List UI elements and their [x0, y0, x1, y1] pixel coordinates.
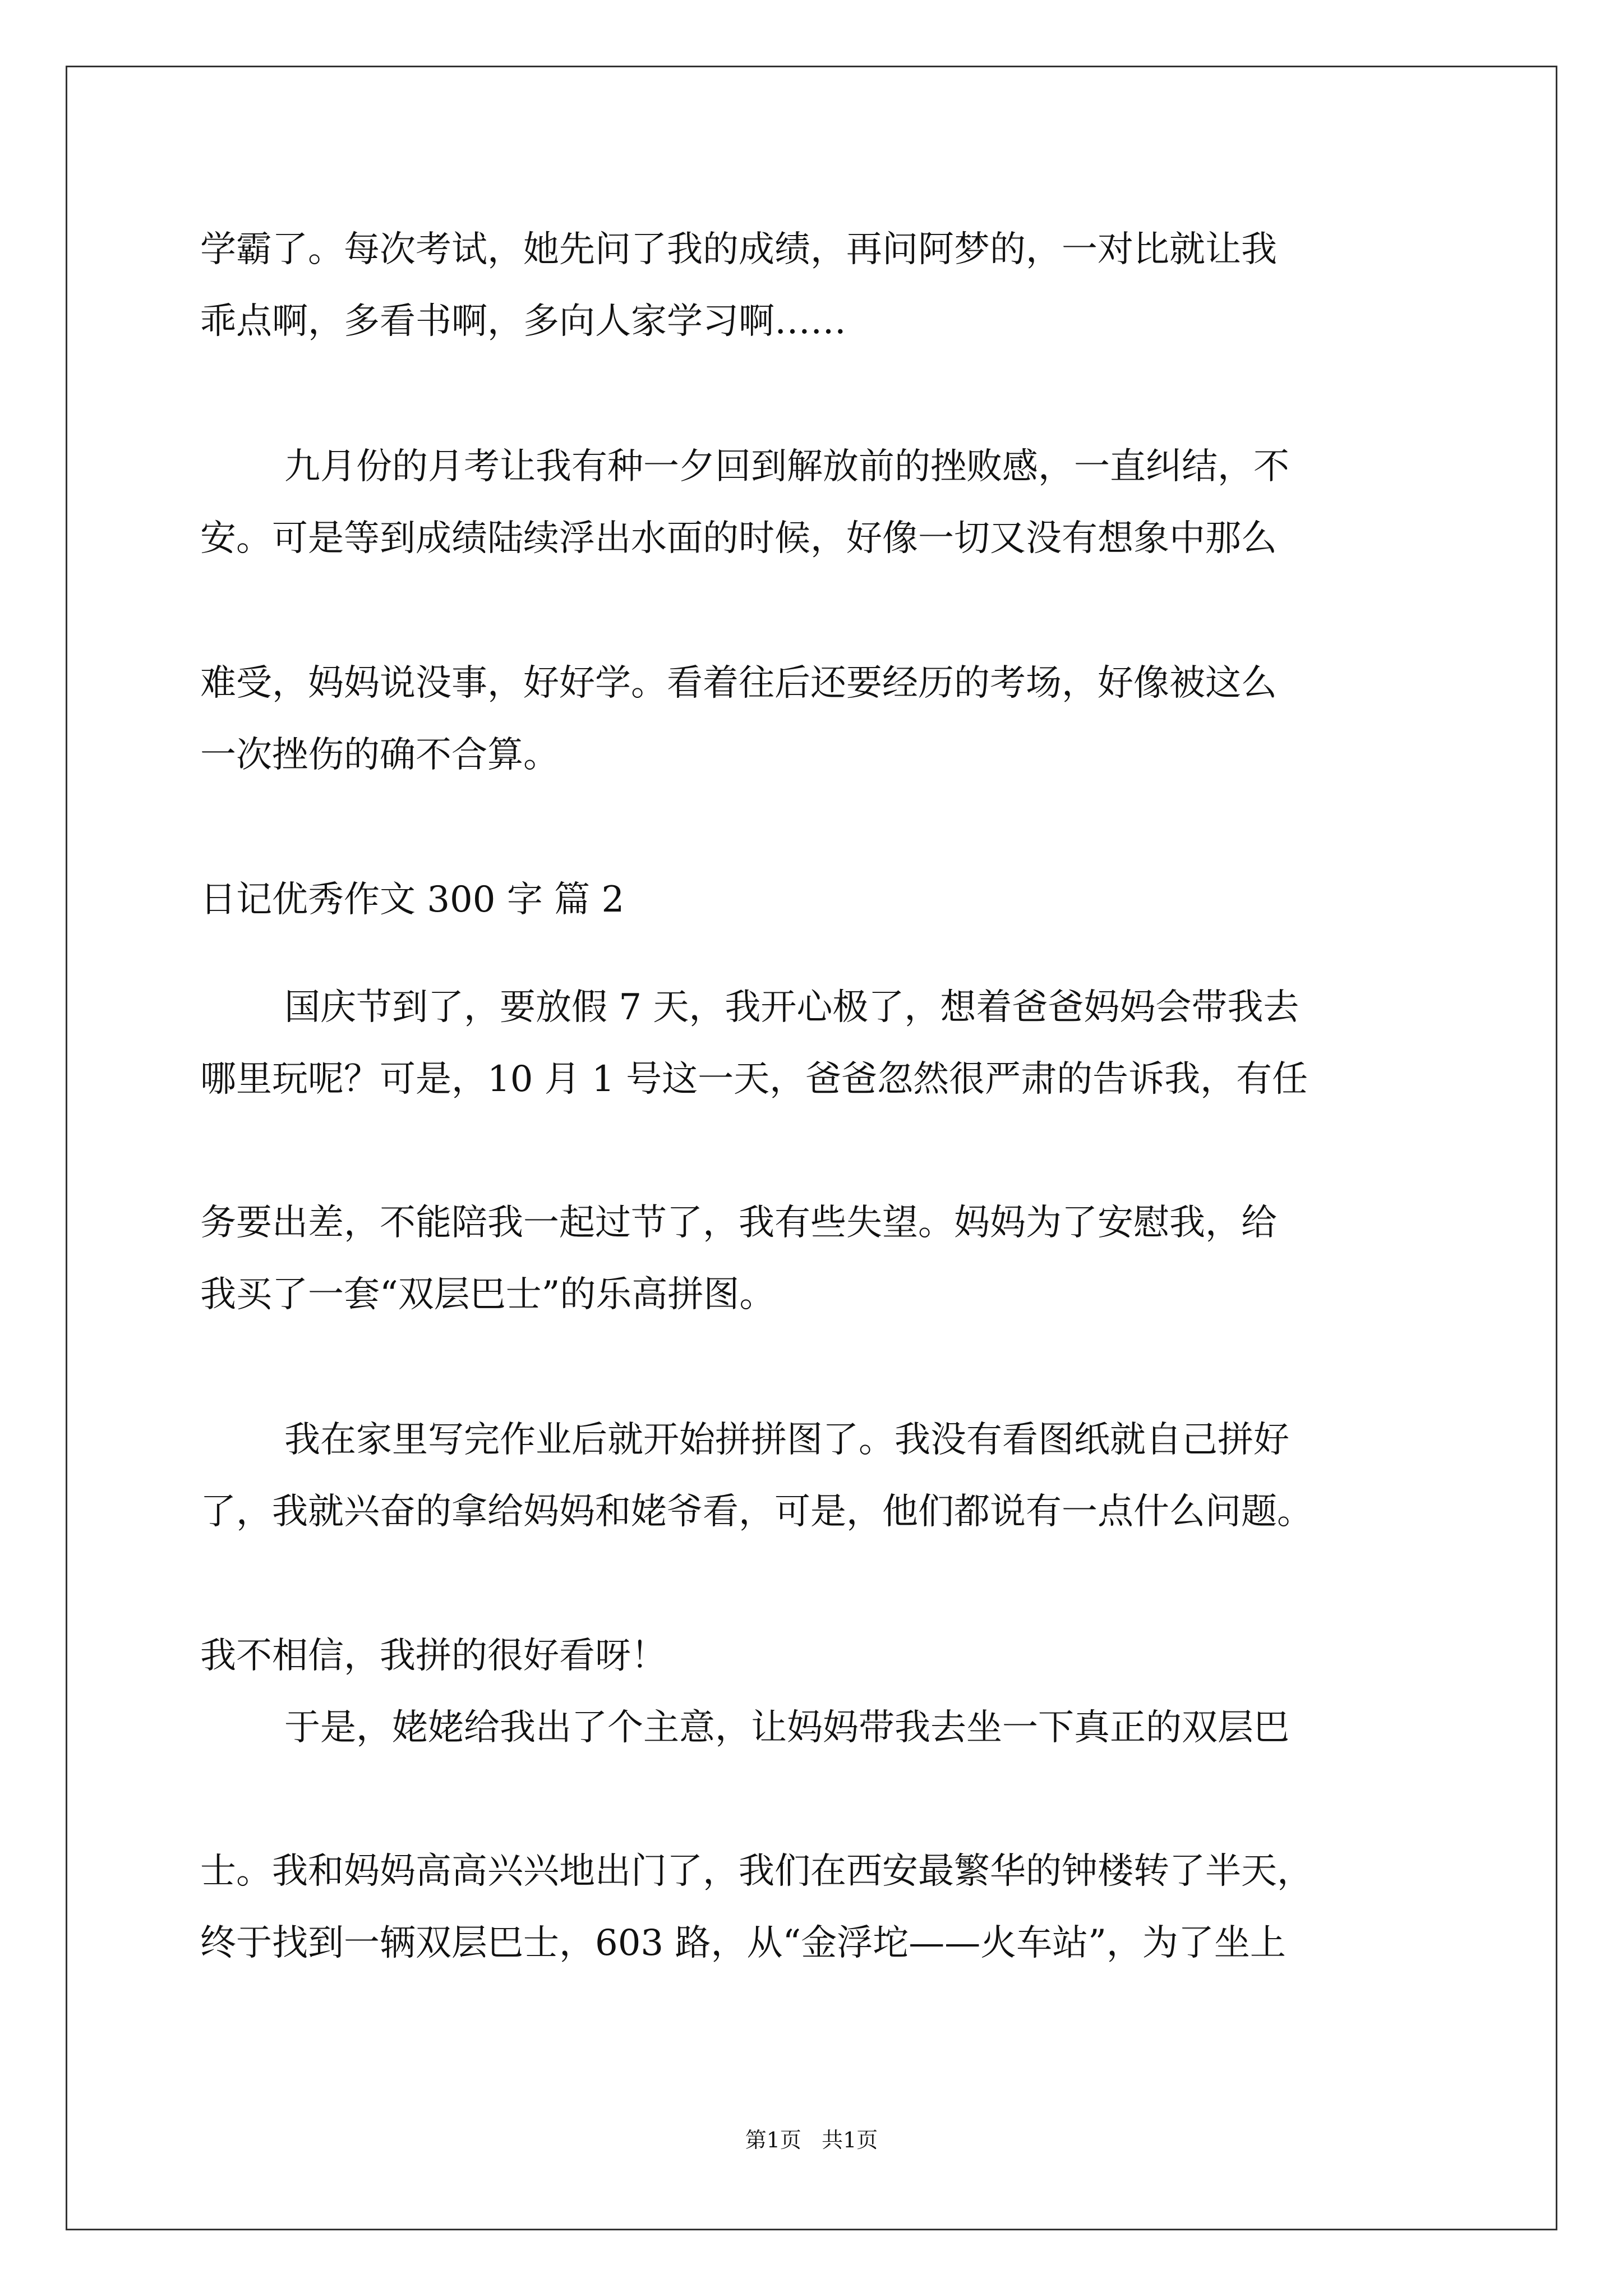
text-line-10: 务要出差，不能陪我一起过节了，我有些失望。妈妈为了安慰我，给: [200, 1202, 1277, 1244]
text-line-8: 国庆节到了，要放假 7 天，我开心极了，想着爸爸妈妈会带我去: [284, 987, 1299, 1028]
text-line-14: 我不相信，我拼的很好看呀！: [200, 1635, 667, 1677]
text-line-4: 安。可是等到成绩陆续浮出水面的时候，好像一切又没有想象中那么: [200, 518, 1277, 559]
section-heading: 日记优秀作文 300 字 篇 2: [200, 879, 625, 921]
text-line-11: 我买了一套“双层巴士”的乐高拼图。: [200, 1274, 776, 1315]
text-line-17: 终于找到一辆双层巴士，603 路，从“金浮坨——火车站”，为了坐上: [200, 1922, 1286, 1964]
text-line-13: 了，我就兴奋的拿给妈妈和姥爷看，可是，他们都说有一点什么问题。: [200, 1491, 1313, 1533]
text-line-3: 九月份的月考让我有种一夕回到解放前的挫败感，一直纠结，不: [284, 446, 1289, 487]
text-line-6: 一次挫伤的确不合算。: [200, 734, 559, 776]
text-line-5: 难受，妈妈说没事，好好学。看着往后还要经历的考场，好像被这么: [200, 662, 1277, 704]
page-footer: 第1页 共1页: [745, 2128, 878, 2152]
text-line-2: 乖点啊，多看书啊，多向人家学习啊……: [200, 301, 846, 342]
page-border: [66, 66, 1557, 2230]
text-line-9: 哪里玩呢？可是，10 月 1 号这一天，爸爸忽然很严肃的告诉我，有任: [200, 1059, 1308, 1100]
text-line-12: 我在家里写完作业后就开始拼拼图了。我没有看图纸就自己拼好: [284, 1419, 1289, 1461]
text-line-15: 于是，姥姥给我出了个主意，让妈妈带我去坐一下真正的双层巴: [284, 1707, 1289, 1749]
text-line-16: 士。我和妈妈高高兴兴地出门了，我们在西安最繁华的钟楼转了半天，: [200, 1851, 1313, 1892]
text-line-1: 学霸了。每次考试，她先问了我的成绩，再问阿梦的，一对比就让我: [200, 229, 1277, 270]
